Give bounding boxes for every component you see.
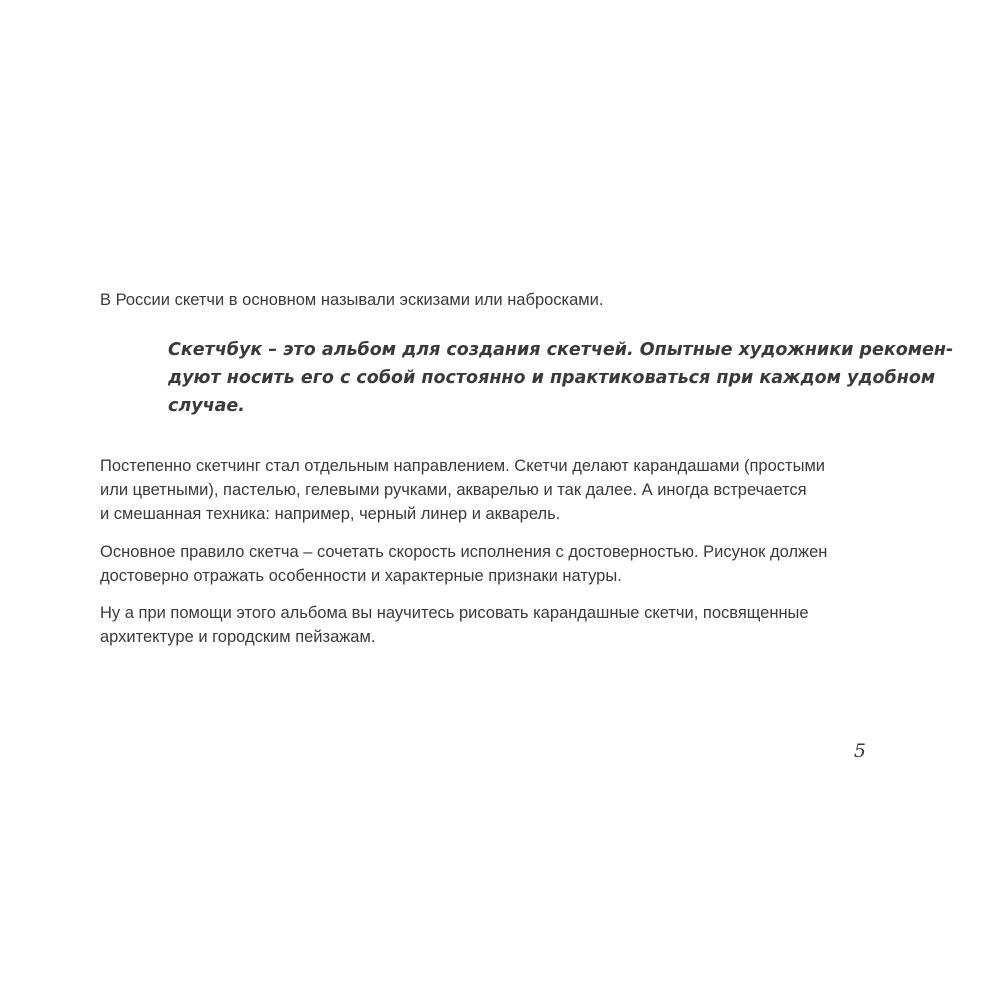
body-paragraph <box>100 540 880 588</box>
body-paragraph <box>100 601 880 649</box>
quote-paragraph <box>168 336 954 420</box>
intro-paragraph <box>100 288 880 312</box>
text-line: Основное правило скетча – сочетать скорость исполнения с достоверностью. Рисунок должен <box>100 543 828 561</box>
page-number: 5 <box>853 740 866 762</box>
text-line: Постепенно скетчинг стал отдельным направлением. Скетчи делают карандашами (простыми <box>100 457 826 475</box>
text-line: достоверно отражать особенности и характерные признаки натуры. <box>100 567 622 585</box>
text-line: или цветными), пастелью, гелевыми ручками, акварелью и так далее. А иногда встречается <box>100 481 807 499</box>
text-line: случае. <box>168 396 245 416</box>
text-line: архитектуре и городским пейзажам. <box>100 628 376 646</box>
body-paragraph <box>100 454 880 526</box>
text-line: Скетчбук – это альбом для создания скетчей. Опытные художники рекомен- <box>168 340 954 360</box>
text-line: Ну а при помощи этого альбома вы научитесь рисовать карандашные скетчи, посвященные <box>100 604 809 622</box>
text-line: и смешанная техника: например, черный линер и акварель. <box>100 505 561 523</box>
text-line: В России скетчи в основном называли эскизами или набросками. <box>100 291 604 309</box>
text-line: дуют носить его с собой постоянно и практиковаться при каждом удобном <box>168 368 936 388</box>
